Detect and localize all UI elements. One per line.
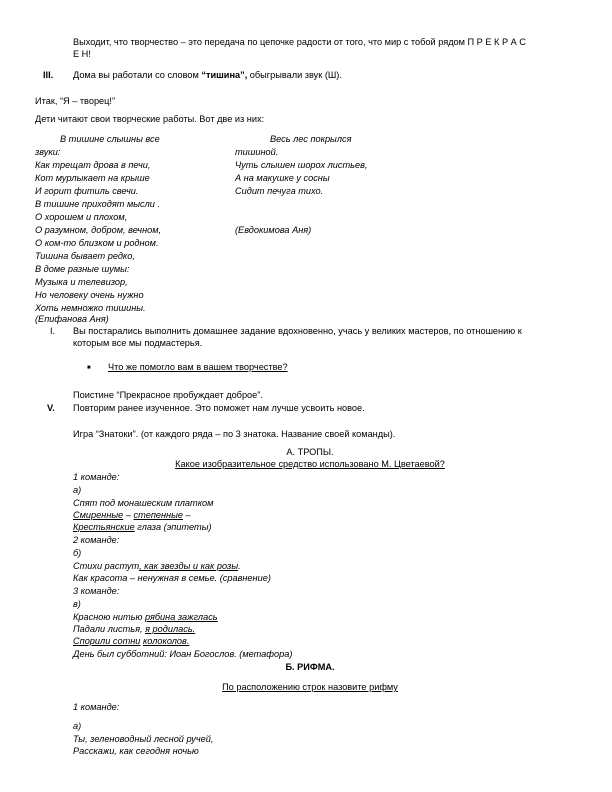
square-bullet-icon: ■ [87,365,91,371]
poem-1-line: О хорошем и плохом, [35,212,128,222]
team-1-line-2 [73,509,191,521]
game-line: Игра “Знатоки”. (от каждого ряда – по 3 знатока. Название своей команды). [73,429,396,439]
poem-1-line: Как трещат дрова в печи, [35,160,151,170]
poem-1-line: В тишине приходят мысли . [35,199,161,209]
poem-1-line: Кот мурлыкает на крыше [35,173,150,183]
team-1-sub: а) [73,485,82,495]
section-i-line-1: Вы постарались выполнить домашнее задание вдохновенно, учась у великих мастеров, по отношению к [73,326,522,336]
team-1-line-3-rest: глаза (эпитеты) [134,522,212,532]
section-v-text: Повторим ранее изученное. Это поможет нам лучше усвоить новое. [73,403,365,413]
poem-2-line: тишиной. [235,147,279,157]
metaphor-4: колоколов. [142,636,190,646]
epithet-3: Крестьянские [73,522,135,532]
section-3-marker: III. [43,70,54,80]
epithet-2: степенные [133,510,183,520]
poem-2-line: А на макушке у сосны [235,173,330,183]
epithet-1: Смиренные [73,510,124,520]
section-3-word: “тишина”, [201,70,248,80]
section-3-text [73,69,342,81]
team-3-line-3 [73,635,189,647]
metaphor-1: рябина зажглась [144,612,218,622]
kids-read-line: Дети читают свои творческие работы. Вот две из них: [35,114,265,124]
intro-line-2: Е Н! [73,49,91,59]
poem-1-line: Но человеку очень нужно [35,290,144,300]
part-b-title: Б. РИФМА. [285,662,335,672]
poem-1-line: В тишине слышны все [60,134,160,144]
poem-1-line: О разумном, добром, вечном, [35,225,162,235]
part-b-question: По расположению строк назовите рифму [222,682,398,692]
poem-1-line: Музыка и телевизор, [35,277,128,287]
poem-1-line: Хоть немножко тишины. [35,303,146,313]
itak-line: Итак, “Я – творец!” [35,96,116,106]
team-1-line-1: Спят под монашеским платком [73,498,214,508]
team-2-sub: б) [73,548,82,558]
metaphor-2: я родилась. [145,624,196,634]
team-2-label: 2 команде: [73,535,120,545]
period: . [238,561,241,571]
part-a-title: А. ТРОПЫ. [286,447,334,457]
metaphor-3: Спорили сотни [73,636,141,646]
team-3-line-2-start: Падали листья, [73,624,146,634]
rhyme-line-2: Расскажи, как сегодня ночью [73,746,199,756]
team-3-line-1-start: Красною нитью [73,612,145,622]
poem-1-line: звуки: [35,147,61,157]
poem-1-line: В доме разные шумы: [35,264,130,274]
section-v-marker: V. [47,403,55,413]
team-3-sub: в) [73,599,81,609]
part-a-question: Какое изобразительное средство использовано М. Цветаевой? [175,459,445,469]
rhyme-line-1: Ты, зеленоводный лесной ручей, [73,734,214,744]
poem-1-line: И горит фитиль свечи. [35,186,139,196]
poem-2-author: (Евдокимова Аня) [235,225,312,235]
poem-1-line: О ком-то близком и родном. [35,238,159,248]
poem-1-line: Тишина бывает редко, [35,251,135,261]
question-text: Что же помогло вам в вашем творчестве? [108,362,288,372]
section-3-before: Дома вы работали со словом [73,70,202,80]
team-3-line-1 [73,611,218,623]
team-2-line-1-start: Стихи растут [73,561,140,571]
dash: – [182,510,191,520]
rhyme-team-1-label: 1 команде: [73,702,120,712]
section-i-marker: I. [50,326,56,336]
postscript-line: Поистине “Прекрасное пробуждает доброе”. [73,390,263,400]
team-1-label: 1 команде: [73,472,120,482]
poem-2-line: Чуть слышен шорох листьев, [235,160,368,170]
team-1-line-3 [73,521,212,533]
dash: – [123,510,134,520]
team-3-line-4: День был субботний: Иоан Богослов. (метафора) [73,649,293,659]
team-3-line-2 [73,623,195,635]
rhyme-team-1-sub: а) [73,721,82,731]
poem-2-line: Весь лес покрылся [270,134,352,144]
poem-2-line: Сидит печуга тихо. [235,186,324,196]
section-i-line-2: которым все мы подмастерья. [73,338,203,348]
intro-line-1: Выходит, что творчество – это передача по цепочке радости от того, что мир с тобой рядом П Р Е К Р А С [73,37,526,47]
section-3-after: обыгрывали звук (Ш). [247,70,342,80]
team-2-line-2: Как красота – ненужная в семье. (сравнение) [73,573,271,583]
team-3-label: 3 команде: [73,586,120,596]
poem-1-author: (Епифанова Аня) [35,314,109,324]
team-2-line-1 [73,560,241,572]
simile: , как звезды и как розы [139,561,239,571]
